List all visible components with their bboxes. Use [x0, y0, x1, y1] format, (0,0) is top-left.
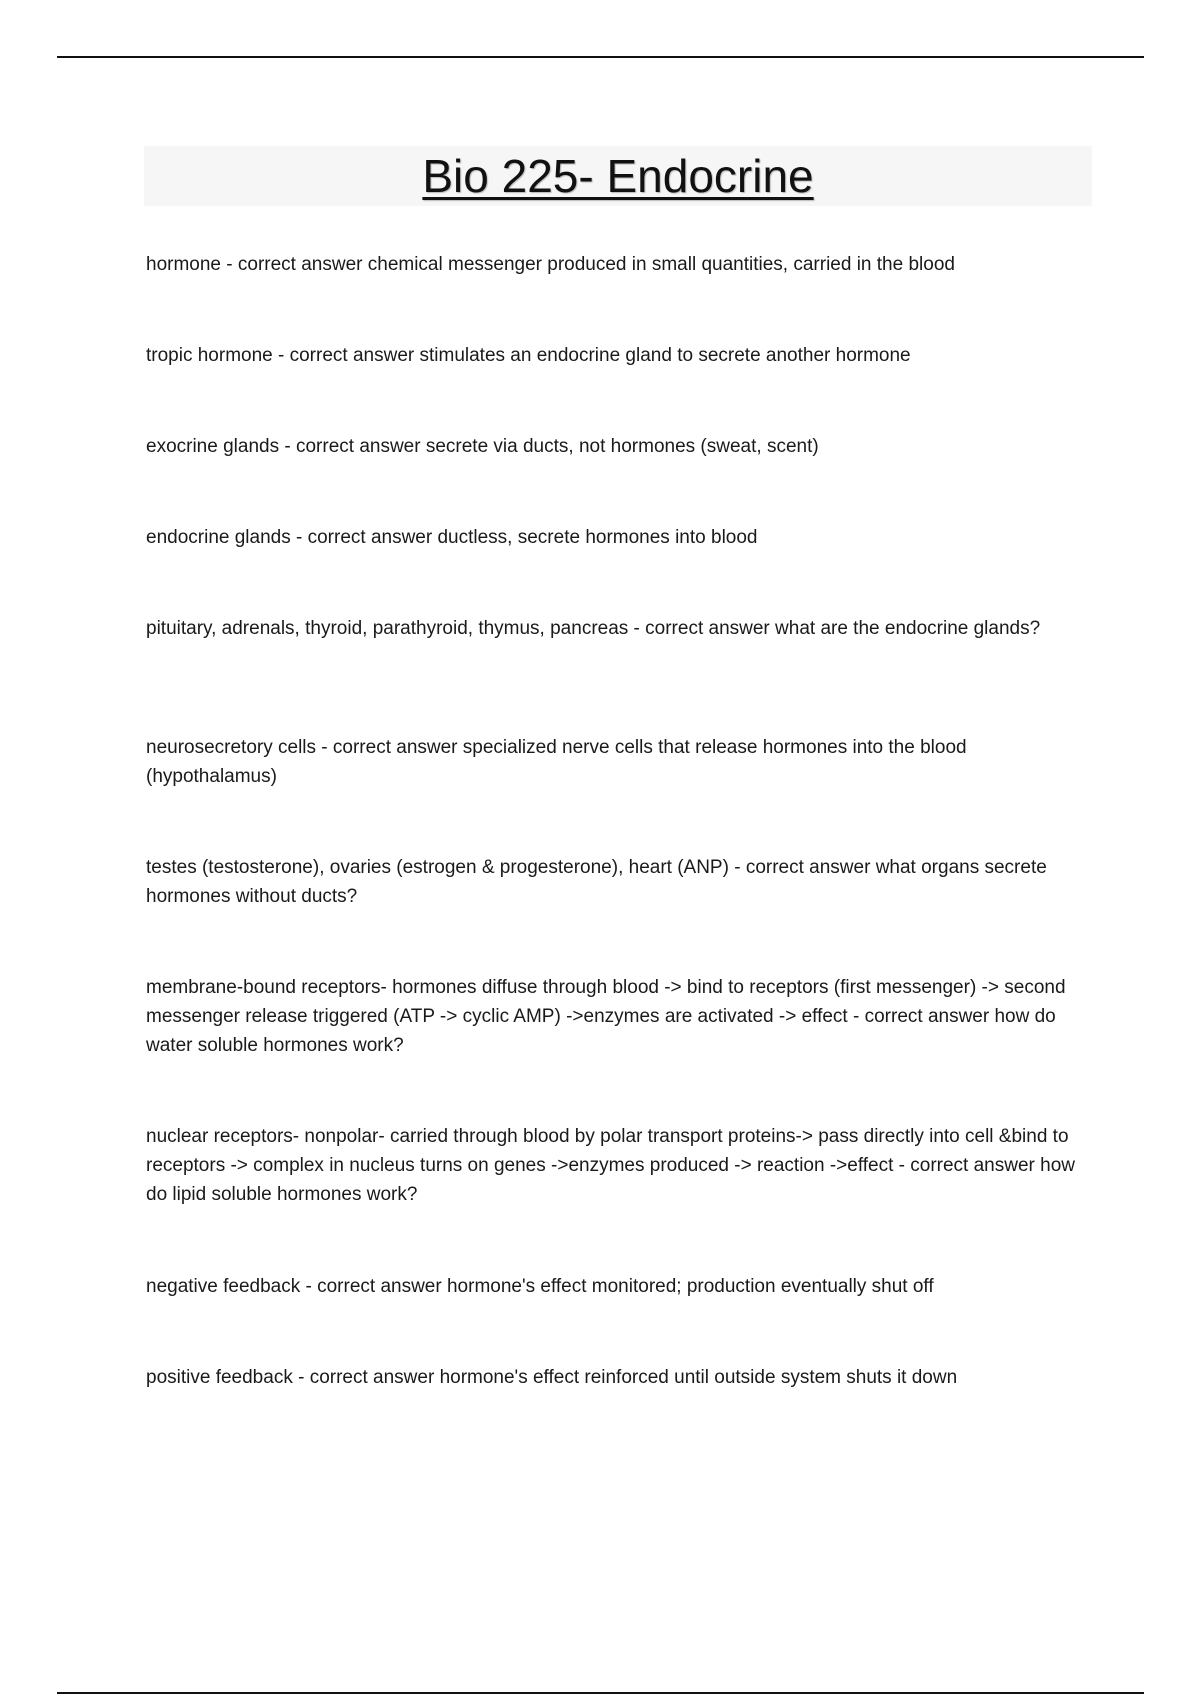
flashcard-entry: endocrine glands - correct answer ductless, secrete hormones into blood [146, 527, 758, 548]
flashcard-entry: tropic hormone - correct answer stimulates an endocrine gland to secrete another hormone [146, 345, 911, 366]
flashcard-entry: exocrine glands - correct answer secrete via ducts, not hormones (sweat, scent) [146, 436, 819, 457]
flashcard-entry: nuclear receptors- nonpolar- carried through blood by polar transport proteins-> pass directly into cell &bind to receptors -> complex in nucleus turns on genes ->enzymes produced -> reaction ->effect - correct answer how do lipid soluble hormones work? [146, 1126, 1075, 1205]
bottom-rule [57, 1692, 1144, 1694]
title-band [144, 146, 1092, 206]
top-rule [57, 56, 1144, 58]
flashcard-entry: neurosecretory cells - correct answer specialized nerve cells that release hormones into the blood (hypothalamus) [146, 737, 967, 787]
flashcard-entry: negative feedback - correct answer hormone's effect monitored; production eventually shut off [146, 1276, 934, 1297]
flashcard-entry: positive feedback - correct answer hormone's effect reinforced until outside system shuts it down [146, 1367, 958, 1388]
document-title: Bio 225- Endocrine [422, 150, 814, 202]
flashcard-entry: membrane-bound receptors- hormones diffuse through blood -> bind to receptors (first messenger) -> second messenger release triggered (ATP -> cyclic AMP) ->enzymes are activated -> effect - correct answer how do water soluble hormones work? [146, 977, 1066, 1056]
flashcard-entry: testes (testosterone), ovaries (estrogen & progesterone), heart (ANP) - correct answer what organs secrete hormones without ducts? [146, 857, 1047, 907]
flashcard-entry: hormone - correct answer chemical messenger produced in small quantities, carried in the blood [146, 254, 955, 275]
flashcard-entry: pituitary, adrenals, thyroid, parathyroid, thymus, pancreas - correct answer what are the endocrine glands? [146, 618, 1041, 639]
